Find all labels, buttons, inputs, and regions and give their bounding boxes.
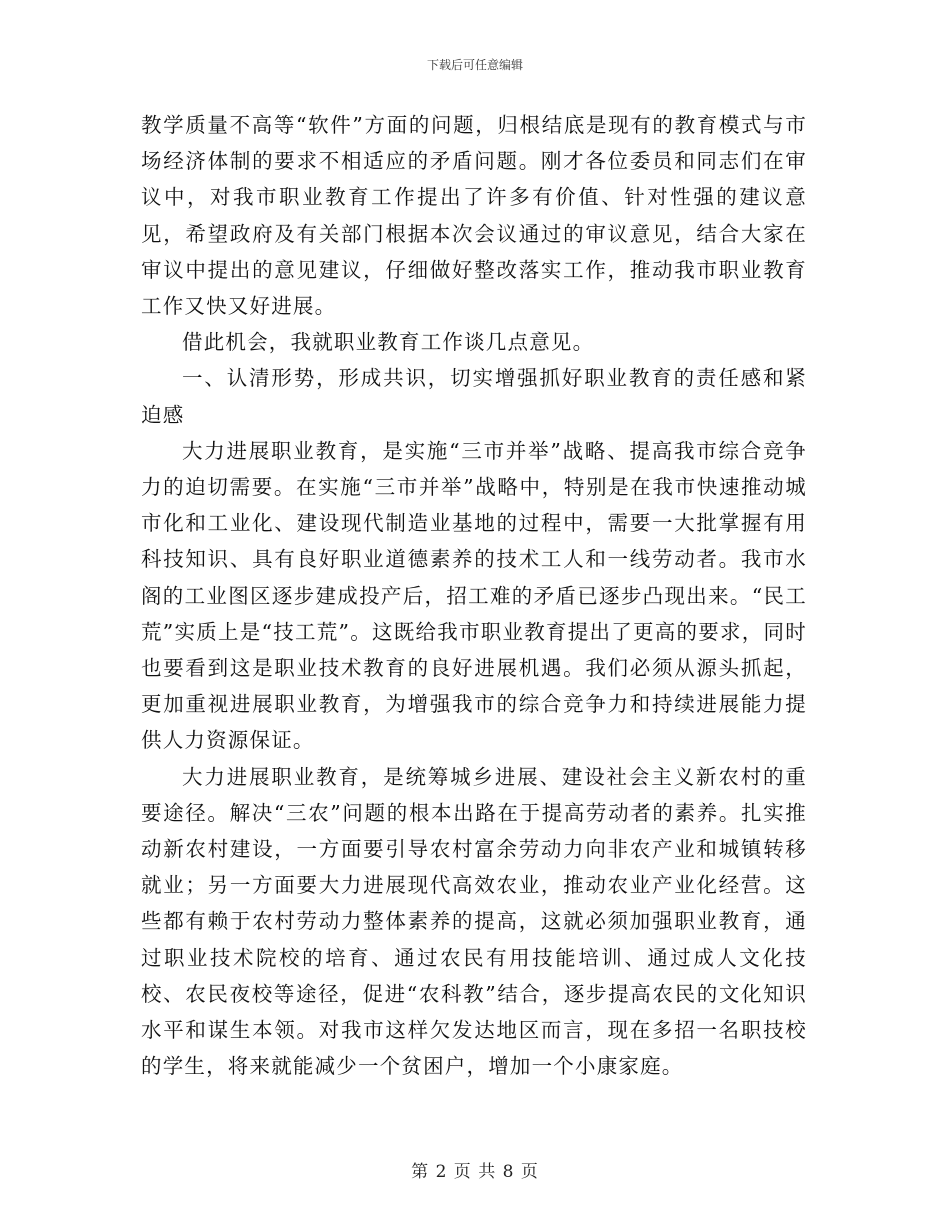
paragraph: 大力进展职业教育，是统筹城乡进展、建设社会主义新农村的重要途径。解决“三农”问题的根本出路在于提高劳动者的素养。扎实推动新农村建设，一方面要引导农村富余劳动力向非农产业和城镇转移就业；另一方面要大力进展现代高效农业，推动农业产业化经营。这些都有赖于农村劳动力整体素养的提高，这就必须加强职业教育，通过职业技术院校的培育、通过农民有用技能培训、通过成人文化技校、农民夜校等途径，促进“农科教”结合，逐步提高农民的文化知识水平和谋生本领。对我市这样欠发达地区而言，现在多招一名职技校的学生，将来就能减少一个贫困户，增加一个小康家庭。 (141, 764, 807, 1079)
document-body (141, 107, 807, 1084)
paragraph: 教学质量不高等“软件”方面的问题，归根结底是现有的教育模式与市场经济体制的要求不相适应的矛盾问题。刚才各位委员和同志们在审议中，对我市职业教育工作提出了许多有价值、针对性强的建议意见，希望政府及有关部门根据本次会议通过的审议意见，结合大家在审议中提出的意见建议，仔细做好整改落实工作，推动我市职业教育工作又快又好进展。 (141, 113, 807, 319)
paragraph: 大力进展职业教育，是实施“三市并举”战略、提高我市综合竞争力的迫切需要。在实施“三市并举”战略中，特别是在我市快速推动城市化和工业化、建设现代制造业基地的过程中，需要一大批掌握有用科技知识、具有良好职业道德素养的技术工人和一线劳动者。我市水阁的工业图区逐步建成投产后，招工难的矛盾已逐步凸现出来。“民工荒”实质上是“技工荒”。这既给我市职业教育提出了更高的要求，同时也要看到这是职业技术教育的良好进展机遇。我们必须从源头抓起，更加重视进展职业教育，为增强我市的综合竞争力和持续进展能力提供人力资源保证。 (141, 438, 807, 753)
section-heading: 一、认清形势，形成共识，切实增强抓好职业教育的责任感和紧迫感 (141, 366, 807, 427)
paragraph: 借此机会，我就职业教育工作谈几点意见。 (182, 330, 595, 355)
page-header: 下载后可任意编辑 (426, 58, 523, 72)
page-number: 第 2 页 共 8 页 (411, 1162, 539, 1182)
